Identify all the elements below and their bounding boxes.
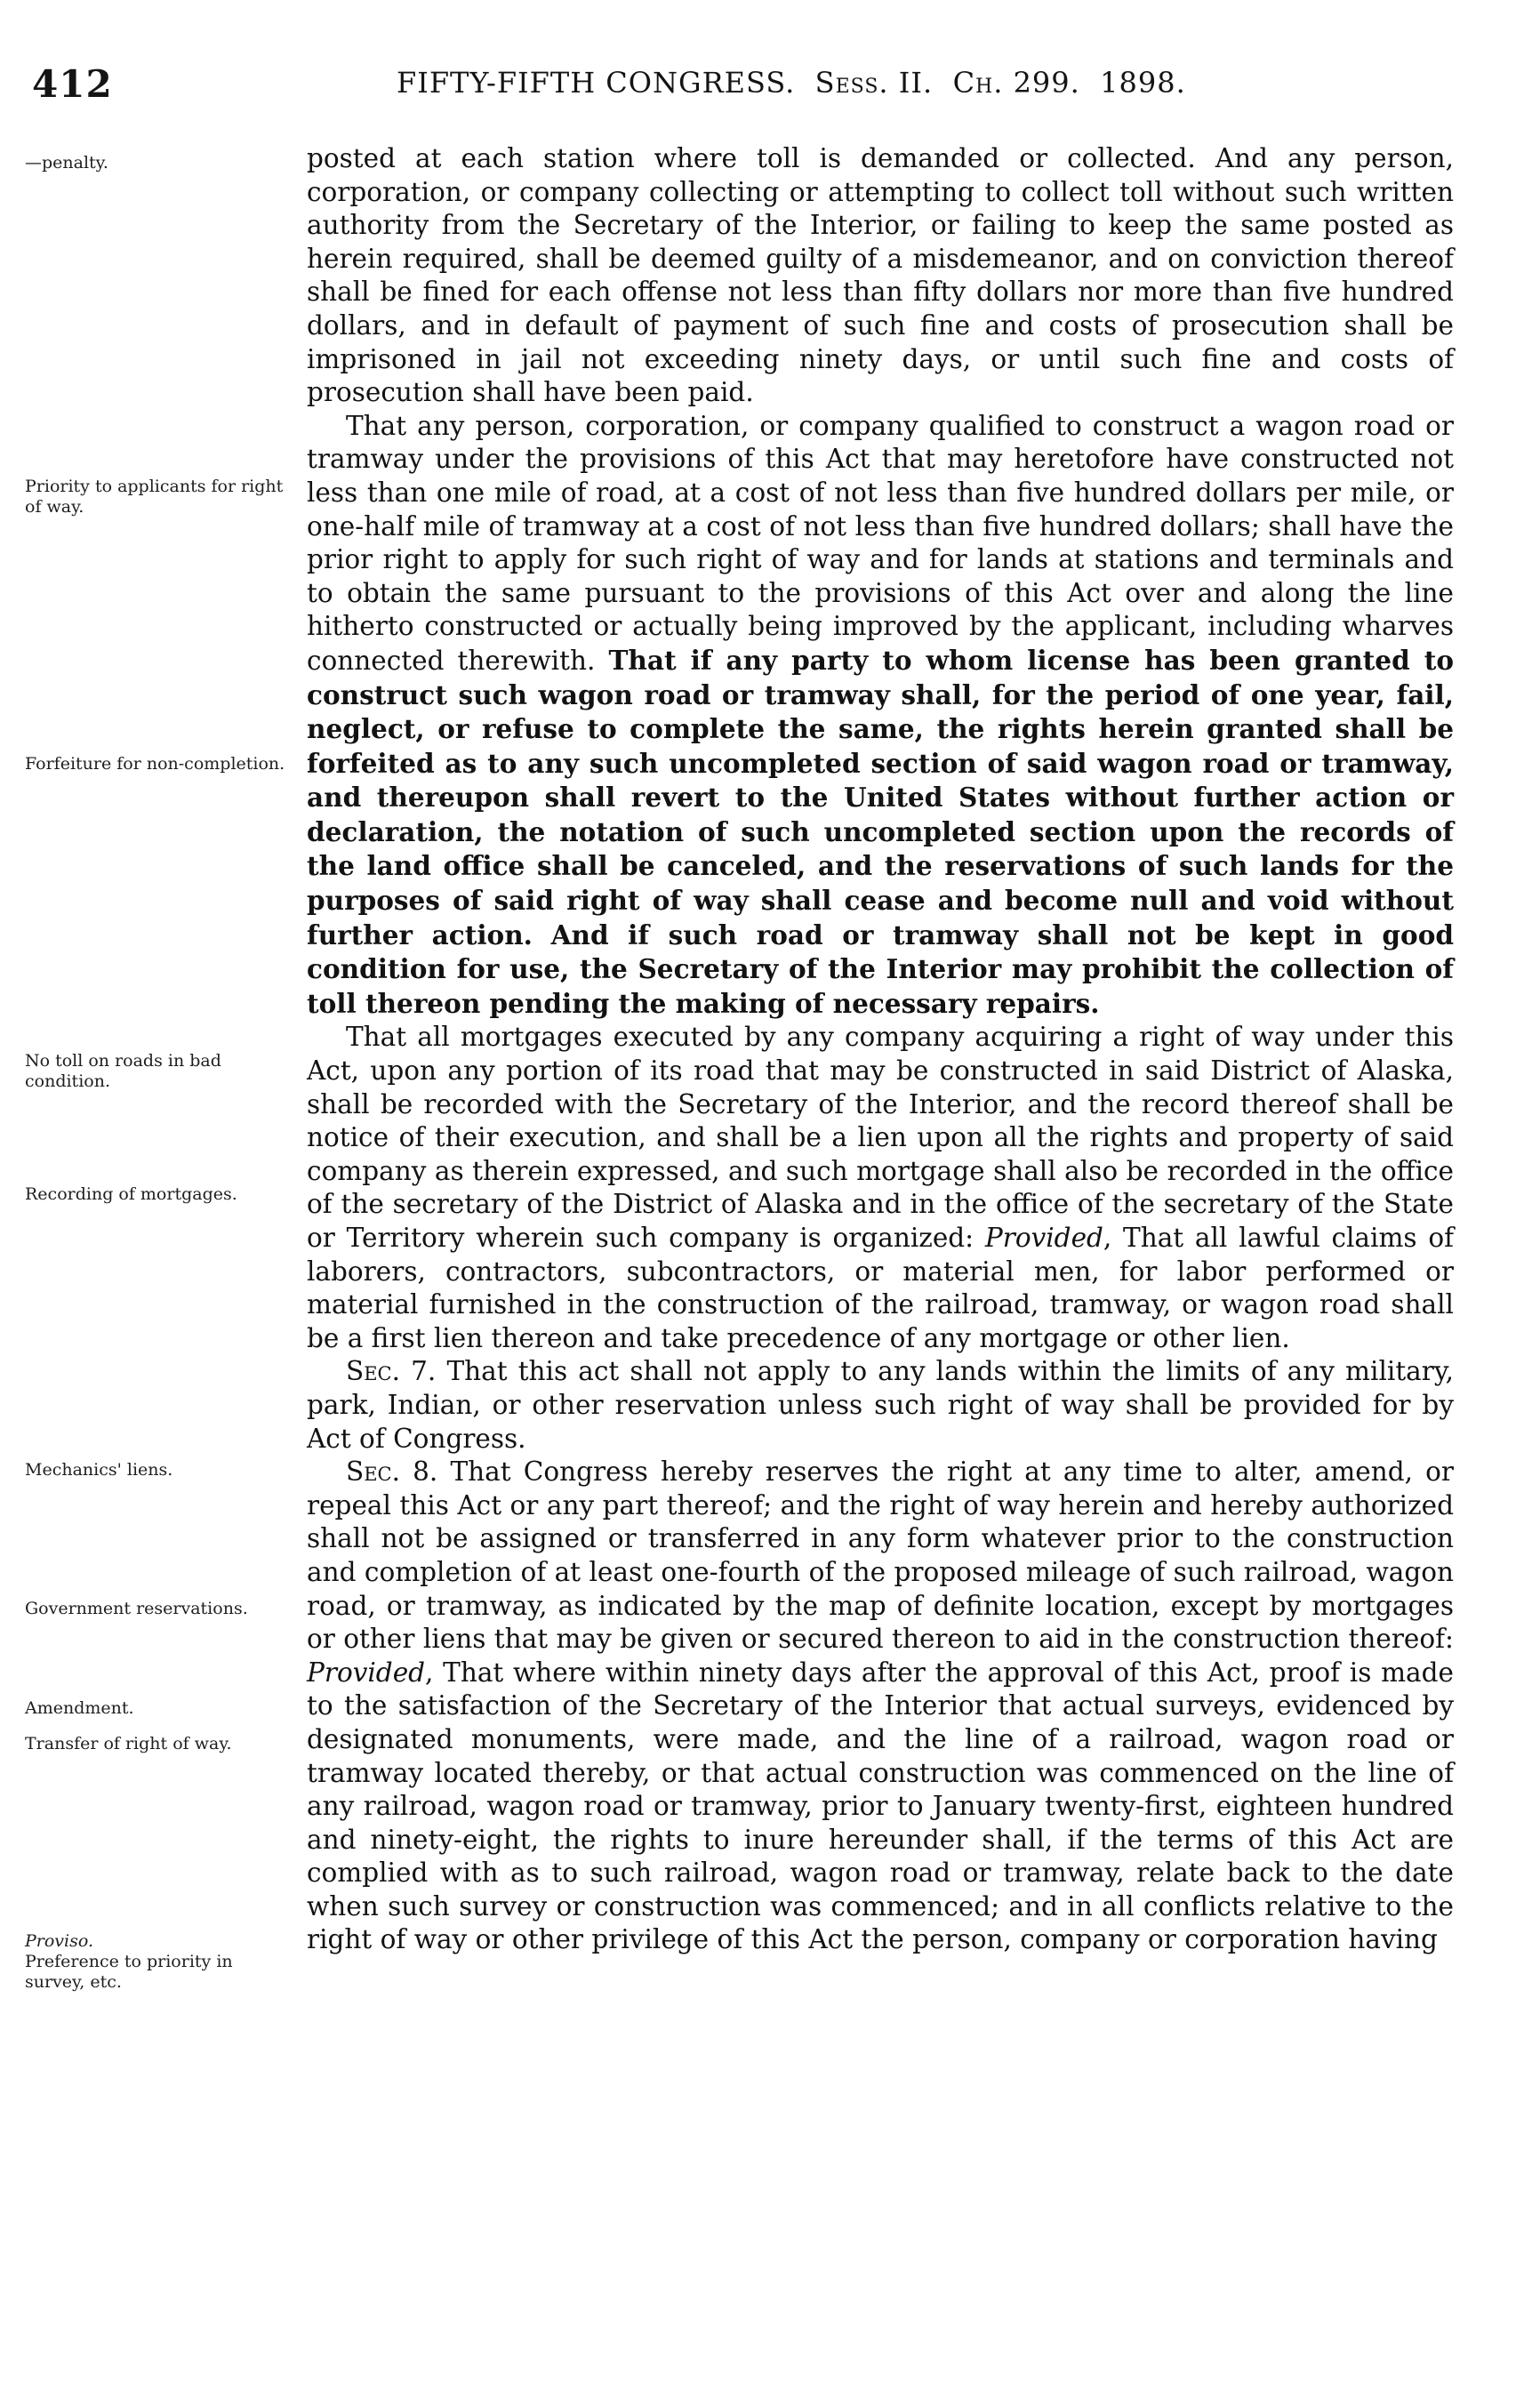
paragraph-text: That this act shall not apply to any lands within the limits of any military, park, Indian, or other reservation unless such right of way shall be provided for by Act of Congress. — [307, 1356, 1454, 1454]
proviso-italic: Provided — [307, 1657, 426, 1688]
section-label: Sec. 7. — [346, 1356, 437, 1387]
paragraph-mortgages — [307, 1021, 1454, 1355]
margin-note-no-toll: No toll on roads in bad condition. — [25, 1051, 221, 1091]
paragraph-toll-penalty — [307, 142, 1454, 410]
margin-note-recording: Recording of mortgages. — [25, 1184, 237, 1204]
congress-title: FIFTY-FIFTH CONGRESS. — [397, 66, 796, 100]
margin-note-government-reservations: Government reservations. — [25, 1599, 248, 1618]
margin-note-amendment: Amendment. — [25, 1698, 134, 1718]
page-number: 412 — [32, 62, 113, 106]
section-label: Sec. 8. — [346, 1456, 438, 1488]
margin-note-priority: Priority to applicants for right of way. — [25, 477, 284, 517]
paragraph-section-8 — [307, 1456, 1454, 1957]
margin-note-transfer: Transfer of right of way. — [25, 1734, 232, 1753]
paragraph-text: That Congress hereby reserves the right at any time to alter, amend, or repeal this Act or any part thereof; and the right of way herein and hereby authorized shall not be assigned or transferred in any form whatever prior to the construction and completion of at least one-fourth of the proposed mileage of such railroad, wagon road, or tramway, as indicated by the map of definite location, except by mortgages or other liens that may be given or secured thereon to aid in the construction thereof: — [307, 1456, 1454, 1655]
year-label: 1898. — [1100, 66, 1186, 100]
chapter-label: Ch. 299. — [952, 66, 1080, 100]
session-label: Sess. II. — [814, 66, 934, 100]
statute-text — [307, 142, 1454, 1957]
paragraph-prior-right — [307, 410, 1454, 1022]
margin-note-penalty: —penalty. — [25, 153, 108, 173]
proviso-label: Proviso. — [25, 1931, 94, 1951]
proviso-italic: Provided — [984, 1223, 1103, 1253]
running-head — [397, 66, 1186, 100]
paragraph-text-no-toll: And if such road or tramway shall not be kept in good condition for use, the Secretary of the Interior may prohibit the collection of toll thereon pending the making of necessary repairs. — [307, 919, 1454, 1019]
paragraph-text-liens: , That all lawful claims of laborers, contractors, subcontractors, or material men, for labor performed or material furnished in the construction of the railroad, tramway, or wagon road shall be a first lien thereon and take precedence of any mortgage or other lien. — [307, 1223, 1454, 1353]
paragraph-text: That all mortgages executed by any company acquiring a right of way under this Act, upon any portion of its road that may be constructed in said District of Alaska, shall be recorded with the Secretary of the Interior, and the record thereof shall be notice of their execution, and shall be a lien upon all the rights and property of said company as therein expressed, and such mortgage shall also be recorded in the office of the secretary of the District of Alaska and in the office of the secretary of the State or Territory wherein such company is organized: — [307, 1022, 1454, 1253]
proviso-note-text: Preference to priority in survey, etc. — [25, 1952, 233, 1992]
paragraph-text-forfeiture: That if any party to whom license has been granted to construct such wagon road or tramway shall, for the period of one year, fail, neglect, or refuse to complete the same, the rights herein granted shall be forfeited as to any such uncompleted section of said wagon road or tramway, and thereupon shall revert to the United States without further action or declaration, the notation of such uncompleted section upon the records of the land office shall be canceled, and the reservations of such lands for the purposes of said right of way shall cease and become null and void without further action. — [307, 644, 1454, 951]
paragraph-text: posted at each station where toll is demanded or collected. And any person, corporation, or company collecting or attempting to collect toll without such written authority from the Secretary of the Interior, or failing to keep the same posted as herein required, shall be deemed guilty of a misdemeanor, and on conviction thereof shall be fined for each offense not less than fifty dollars nor more than five hundred dollars, and in default of payment of such fine and costs of prosecution shall be imprisoned in jail not exceeding ninety days, or until such fine and costs of prosecution shall have been paid. — [307, 143, 1454, 408]
margin-note-mechanics-liens: Mechanics' liens. — [25, 1460, 173, 1480]
margin-notes — [25, 0, 301, 2399]
paragraph-text-priority-survey: , That where within ninety days after the approval of this Act, proof is made to the satisfaction of the Secretary of the Interior that actual surveys, evidenced by designated monuments, were made, and the line of a railroad, wagon road or tramway located thereby, or that actual construction was commenced on the line of any railroad, wagon road or tramway, prior to January twenty-first, eighteen hundred and ninety-eight, the rights to inure hereunder shall, if the terms of this Act are complied with as to such railroad, wagon road or tramway, relate back to the date when such survey or construction was commenced; and in all conflicts relative to the right of way or other privilege of this Act the person, company or corporation having — [307, 1657, 1454, 1955]
paragraph-section-7 — [307, 1355, 1454, 1456]
margin-note-proviso — [25, 1931, 292, 1993]
margin-note-forfeiture: Forfeiture for non-completion. — [25, 754, 285, 774]
paragraph-text: That any person, corporation, or company qualified to construct a wagon road or tramway under the provisions of this Act that may heretofore have constructed not less than one mile of road, at a cost of not less than five hundred dollars per mile, or one-half mile of tramway at a cost of not less than five hundred dollars; shall have the prior right to apply for such right of way and for lands at stations and terminals and to obtain the same pursuant to the provisions of this Act over and along the line hitherto constructed or actually being improved by the applicant, including wharves connected therewith. — [307, 410, 1454, 676]
